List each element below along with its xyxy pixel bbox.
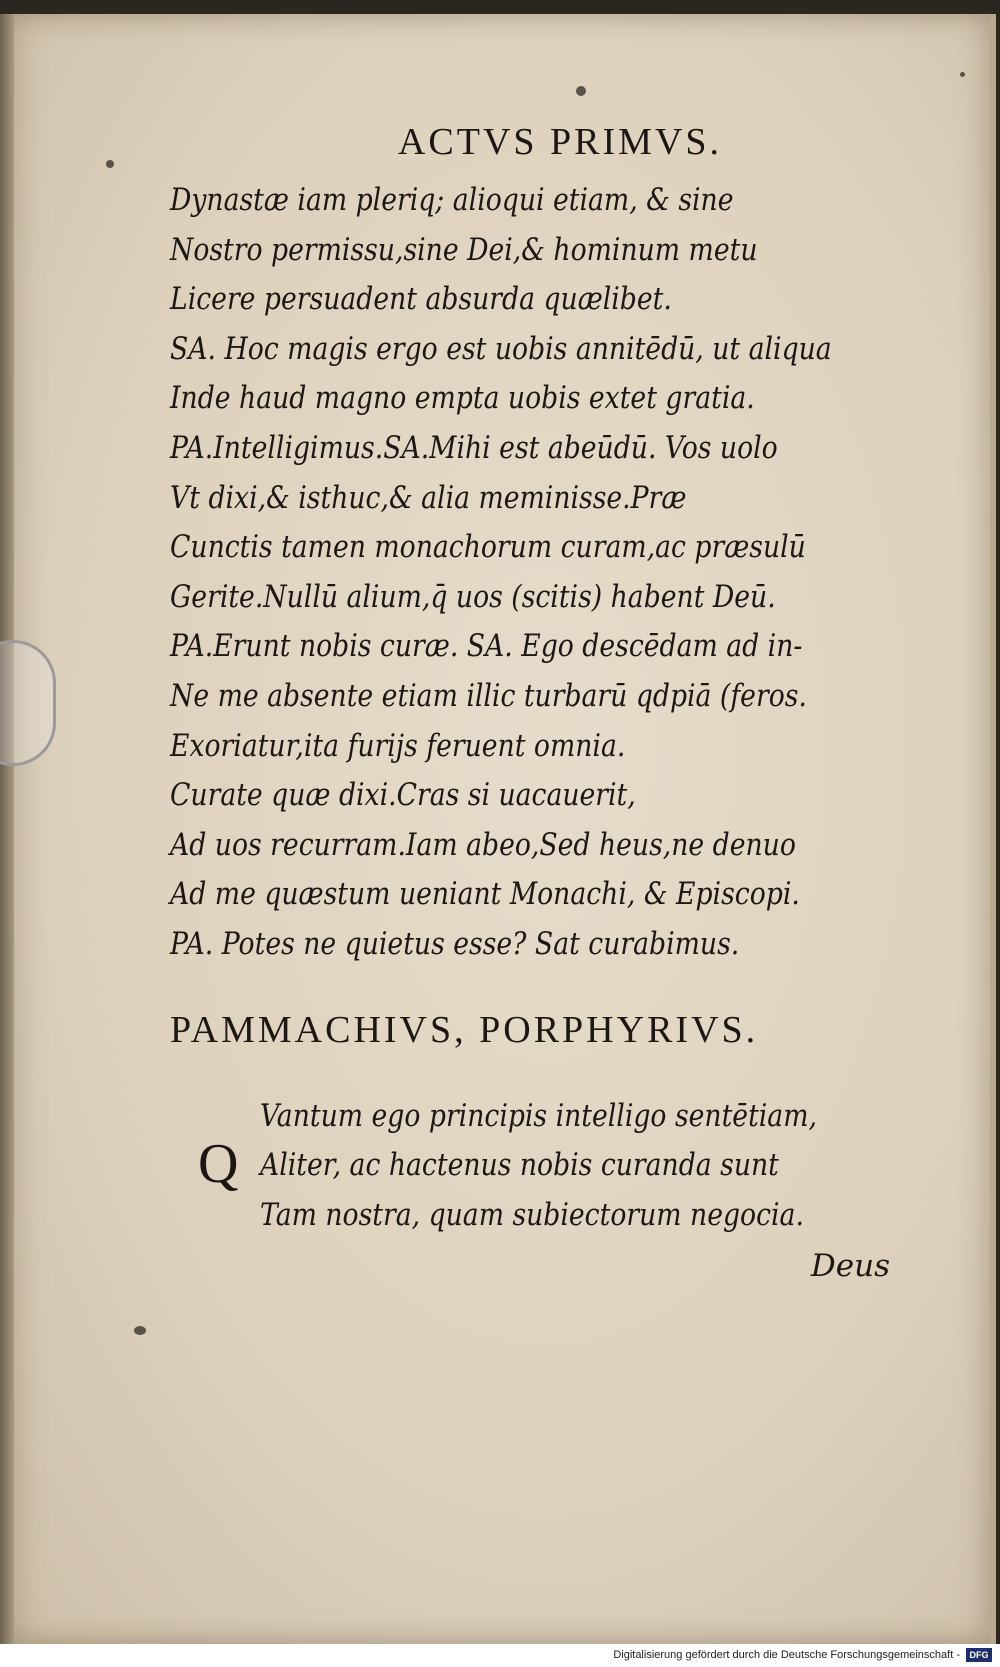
verse-line: SA. Hoc magis ergo est uobis annitēdū, ut aliqua: [170, 330, 832, 367]
verse-line: Exoriatur,ita furijs feruent omnia.: [170, 727, 626, 764]
verse-line: Curate quæ dixi.Cras si uacauerit,: [170, 777, 636, 814]
funding-credit: Digitalisierung gefördert durch die Deutsche Forschungsgemeinschaft -: [613, 1649, 960, 1661]
drop-initial: Q: [198, 1132, 239, 1195]
verse-line: Ne me absente etiam illic turbarū qdpiā (feros.: [170, 677, 807, 714]
digitization-footer: [0, 1644, 1000, 1667]
verse-line: Licere persuadent absurda quælibet.: [170, 281, 672, 318]
catchword: Deus: [810, 1248, 890, 1285]
verse-line: Inde haud magno empta uobis extet gratia.: [170, 380, 755, 417]
verse-line: Tam nostra, quam subiectorum negocia.: [260, 1196, 804, 1233]
ink-speck: [134, 1326, 146, 1335]
verse-line: Nostro permissu,sine Dei,& hominum metu: [170, 231, 758, 268]
ink-speck: [576, 86, 586, 96]
verse-line: Ad me quæstum ueniant Monachi, & Episcopi.: [170, 876, 800, 913]
verse-line: Vt dixi,& isthuc,& alia meminisse.Præ: [170, 479, 687, 516]
verse-line: Dynastæ iam pleriq; alioqui etiam, & sine: [170, 182, 734, 218]
page-gutter: [0, 14, 14, 1644]
verse-line: PA.Intelligimus.SA.Mihi est abeūdū. Vos uolo: [170, 429, 778, 466]
verse-line: Gerite.Nullū alium,q̄ uos (scitis) habent Deū.: [170, 578, 776, 615]
ink-speck: [106, 160, 114, 168]
verse-line: Ad uos recurram.Iam abeo,Sed heus,ne denuo: [170, 826, 796, 863]
bookmark-ribbon: [0, 640, 56, 766]
verse-line: PA. Potes ne quietus esse? Sat curabimus.: [170, 925, 740, 962]
section-opening: [170, 1092, 930, 1241]
section-heading: PAMMACHIVS, PORPHYRIVS.: [170, 1008, 759, 1051]
verse-line: PA.Erunt nobis curæ. SA. Ego descēdam ad in-: [170, 628, 803, 665]
page-text: [170, 120, 930, 1284]
verse-line: Vantum ego principis intelligo sentētiam,: [260, 1097, 817, 1134]
ink-speck: [960, 72, 965, 77]
verse-line: Cunctis tamen monachorum curam,ac præsulū: [170, 529, 806, 566]
dfg-logo: DFG: [966, 1648, 992, 1662]
running-head: ACTVS PRIMVS.: [397, 121, 723, 163]
verse-line: Aliter, ac hactenus nobis curanda sunt: [260, 1147, 779, 1184]
